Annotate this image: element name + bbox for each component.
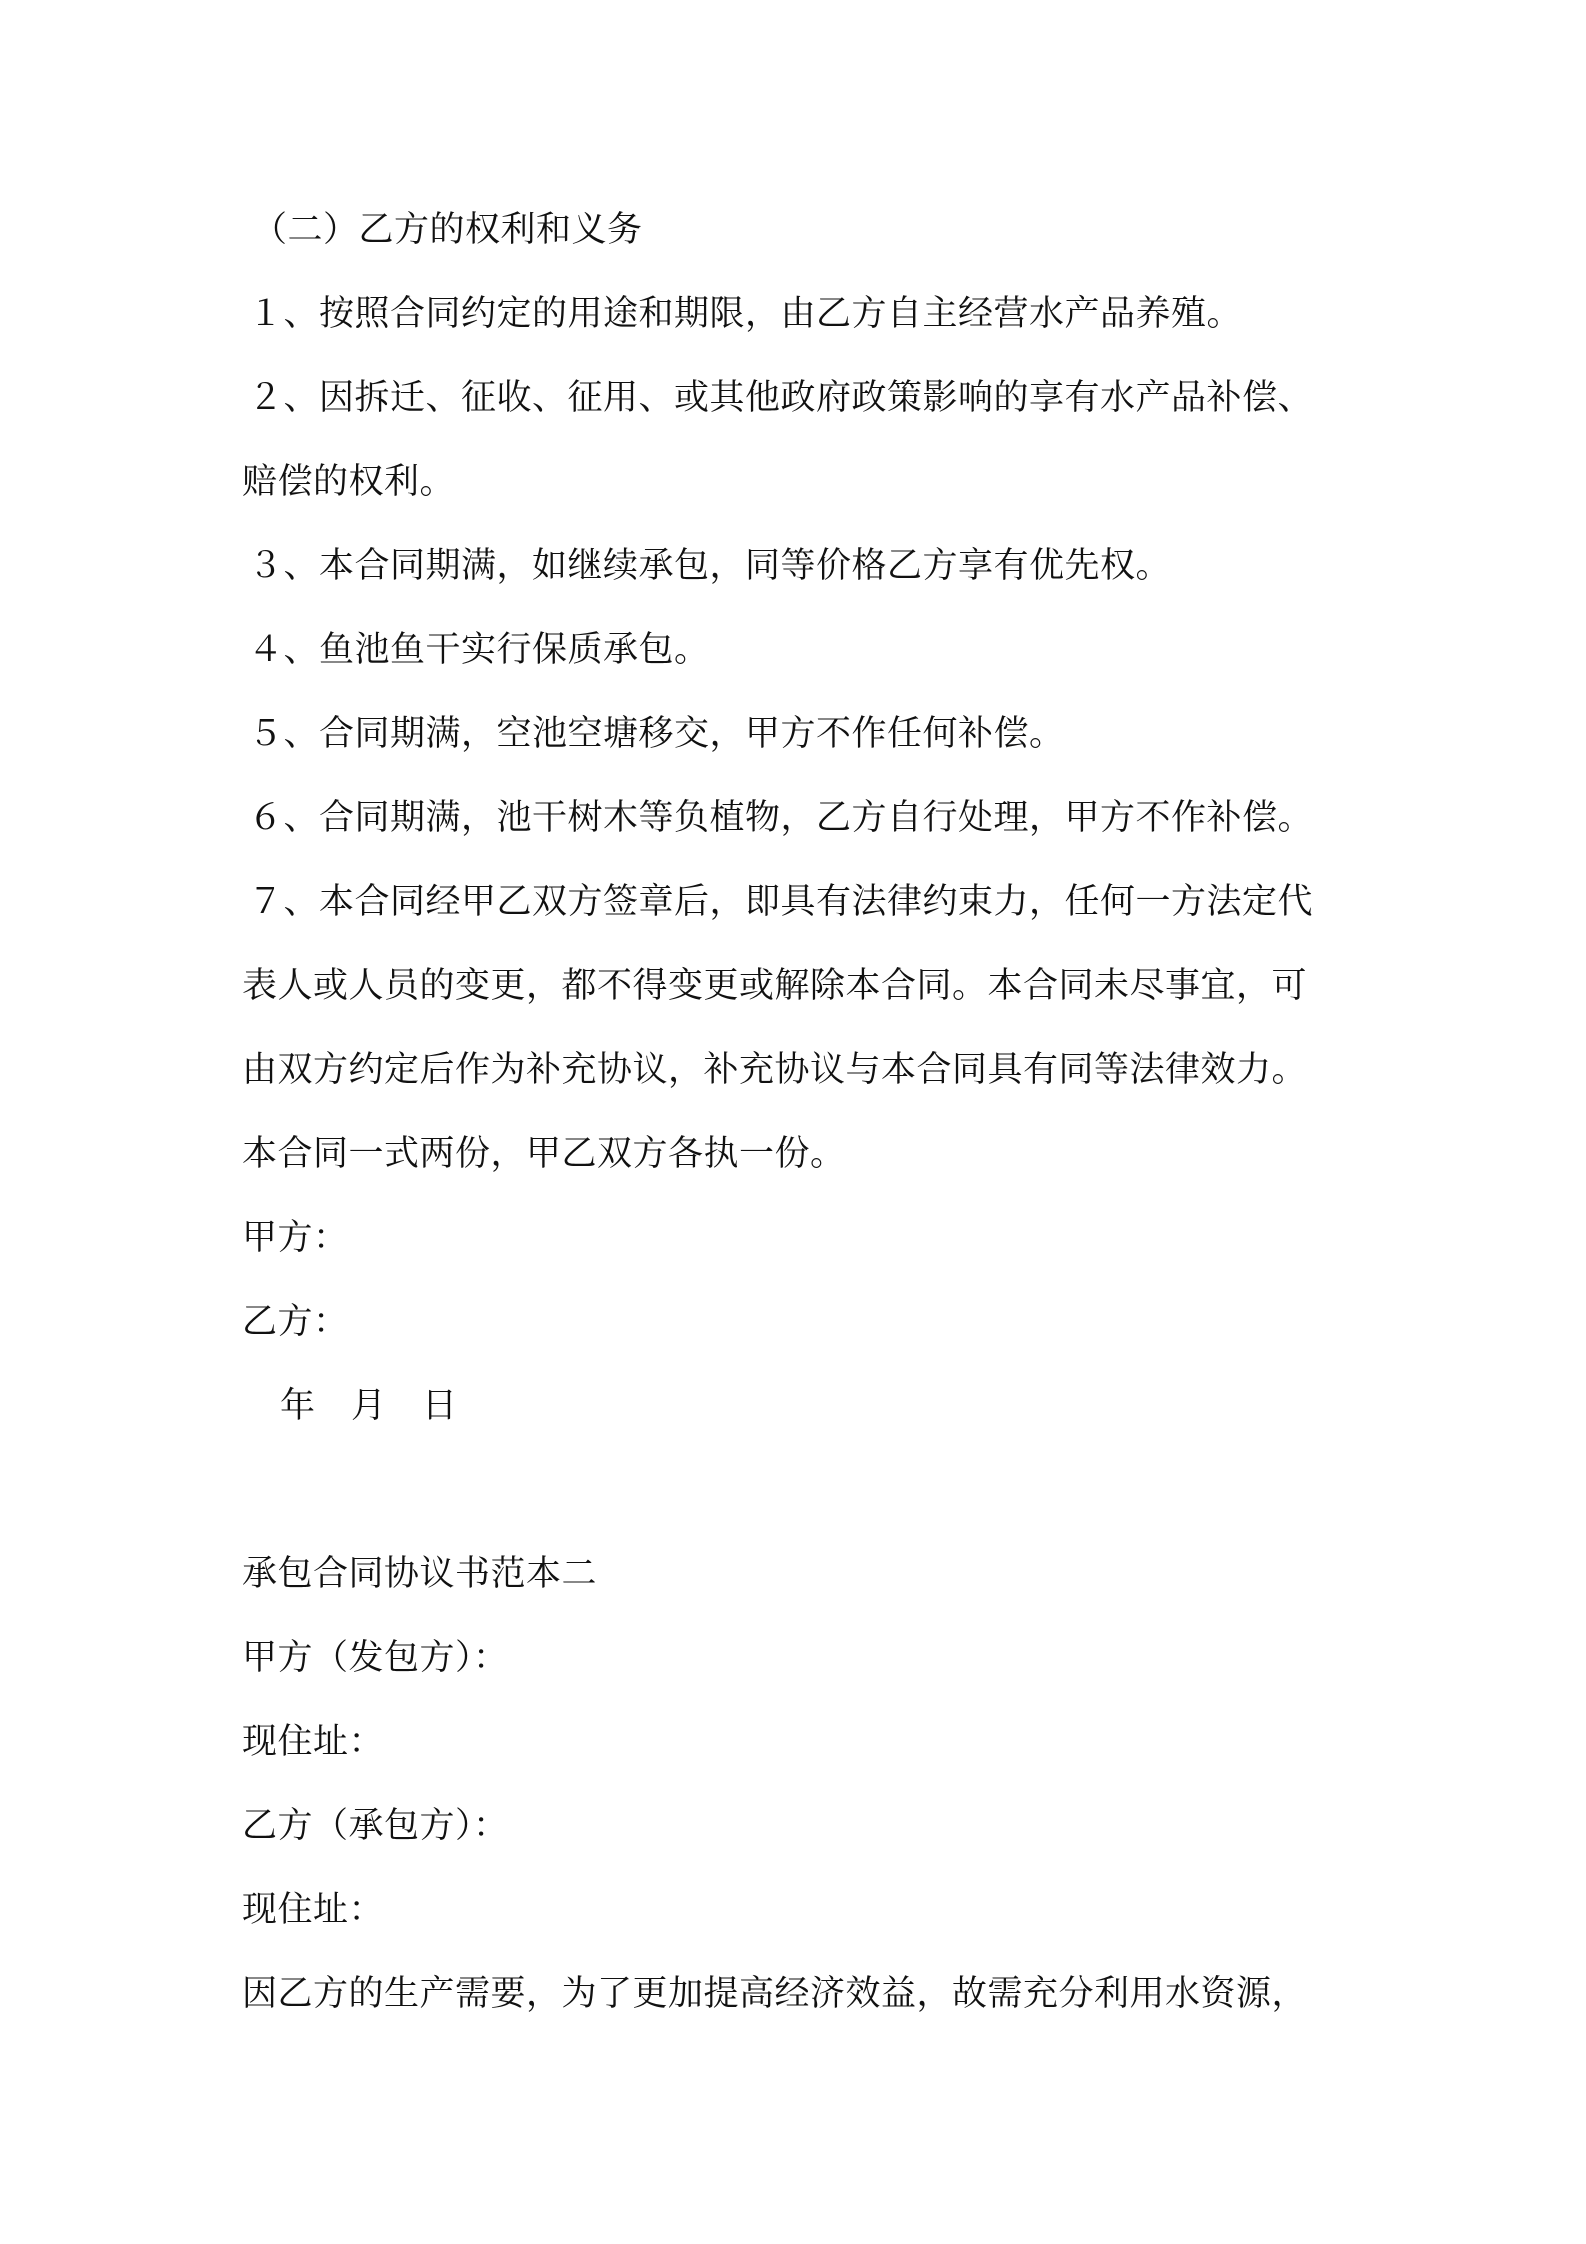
signature-party-b: 乙方： bbox=[242, 1302, 349, 1342]
second-contract-party-b: 乙方（承包方）： bbox=[242, 1806, 509, 1846]
clause-2: ２、因拆迁、征收、征用、或其他政府政策影响的享有水产品补偿、 bbox=[248, 378, 1314, 418]
clause-7-continued-1: 表人或人员的变更，都不得变更或解除本合同。本合同未尽事宜，可 bbox=[242, 966, 1308, 1006]
clause-6: ６、合同期满，池干树木等负植物，乙方自行处理，甲方不作补偿。 bbox=[248, 798, 1314, 838]
clause-4: ４、鱼池鱼干实行保质承包。 bbox=[248, 630, 710, 670]
second-contract-party-a-address: 现住址： bbox=[242, 1722, 385, 1762]
clause-3: ３、本合同期满，如继续承包，同等价格乙方享有优先权。 bbox=[248, 546, 1172, 586]
signature-date: 年 月 日 bbox=[280, 1386, 458, 1426]
second-contract-party-a: 甲方（发包方）： bbox=[242, 1638, 509, 1678]
clause-2-continued: 赔偿的权利。 bbox=[242, 462, 456, 502]
signature-party-a: 甲方： bbox=[242, 1218, 349, 1258]
clause-7: ７、本合同经甲乙双方签章后，即具有法律约束力，任何一方法定代 bbox=[248, 882, 1314, 922]
clause-7-continued-2: 由双方约定后作为补充协议，补充协议与本合同具有同等法律效力。 bbox=[242, 1050, 1308, 1090]
second-contract-title: 承包合同协议书范本二 bbox=[242, 1554, 598, 1594]
copies-statement: 本合同一式两份，甲乙双方各执一份。 bbox=[242, 1134, 846, 1174]
second-contract-intro: 因乙方的生产需要，为了更加提高经济效益，故需充分利用水资源， bbox=[242, 1974, 1308, 2014]
section-heading: （二）乙方的权利和义务 bbox=[252, 210, 643, 250]
second-contract-party-b-address: 现住址： bbox=[242, 1890, 385, 1930]
clause-5: ５、合同期满，空池空塘移交，甲方不作任何补偿。 bbox=[248, 714, 1065, 754]
clause-1: １、按照合同约定的用途和期限，由乙方自主经营水产品养殖。 bbox=[248, 294, 1243, 334]
